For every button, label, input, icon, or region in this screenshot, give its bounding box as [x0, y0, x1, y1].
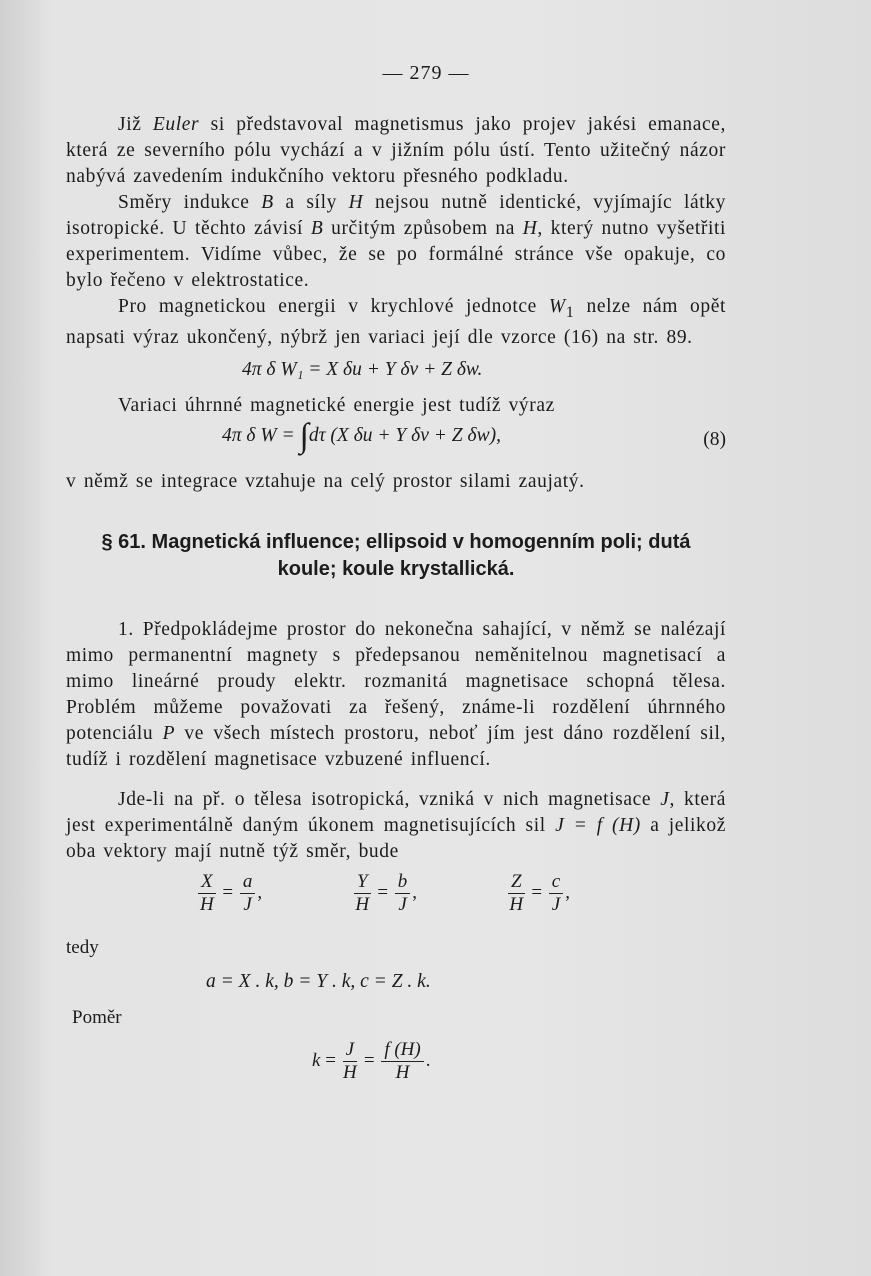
- equation-components: a = X . k, b = Y . k, c = Z . k.: [206, 970, 431, 992]
- ratio-equations: [66, 871, 726, 931]
- equation-k: [66, 1037, 726, 1093]
- integral-sign: ∫: [299, 417, 309, 455]
- pomer-row: [66, 1005, 726, 1031]
- equation-number: (8): [703, 428, 726, 450]
- equation-variation: 4π δ W₁ = X δu + Y δv + Z δw.: [242, 358, 483, 380]
- equation-8: 4π δ W = ∫dτ (X δu + Y δv + Z δw), (8): [222, 417, 726, 455]
- paragraph-6: 1. Předpokládejme prostor do nekonečna sahající, v němž se nalézají mimo permanentní magnety s předepsanou neměnitelnou magnetisací a mimo lineárné proudy elektr. rozmanitá magnetisace schopná tělesa. Problém můžeme považovati za řešený, známe-li rozdělení úhrnného potenciálu P ve všech místech prostoru, neboť jím jest dáno rozdělení sil, tudíž i rozdělení magnetisace vzbuzené influencí.: [66, 618, 726, 770]
- paragraph-5: v němž se integrace vztahuje na celý prostor silami zaujatý.: [66, 470, 585, 492]
- paragraph-4: Variaci úhrnné magnetické energie jest tudíž výraz: [118, 394, 555, 416]
- tedy-row: [66, 931, 726, 963]
- paragraph-3: Pro magnetickou energii v krychlové jednotce $W_1$ nelze nám opět napsati výraz ukončený, nýbrž jen variaci její dle vzorce (16) na str. 89.: [66, 296, 727, 348]
- text-column: [66, 60, 726, 1093]
- page-number: — 279 —: [382, 62, 470, 84]
- paragraph-7: Jde-li na př. o tělesa isotropická, vzniká v nich magnetisace J, která jest experimentálně daným úkonem magnetisujících sil J = f (H) a jelikož oba vektory mají nutně týž směr, bude: [66, 788, 727, 862]
- k-ratio: k = $\frac{J}{H}$ = $\frac{f (H)}{H}$ .: [312, 1038, 431, 1083]
- paragraph-2: Směry indukce B a síly H nejsou nutně identické, vyjímajíc látky isotropické. U těchto závisí B určitým způsobem na H, který nutno vyšetřiti experimentem. Vidíme vůbec, že se po formálné stránce vše opakuje, co bylo řečeno v elektrostatice.: [66, 192, 726, 291]
- paragraph-1: Již Euler si představoval magnetismus jako projev jakési emanace, která ze severního pólu vychází a v jižním pólu ústí. Tento užitečný názor nabývá zavedením indukčního vektoru přesného podkladu.: [66, 114, 727, 187]
- ratio-y: $\frac{Y}{H}$ = $\frac{b}{J}$ ,: [355, 870, 418, 915]
- ratio-z: $\frac{Z}{H}$ = $\frac{c}{J}$ ,: [509, 870, 570, 915]
- word-tedy: tedy: [66, 936, 99, 958]
- word-pomer: Poměr: [72, 1006, 122, 1028]
- section-heading: § 61. Magnetická influence; ellipsoid v homogenním poli; dutá koule; koule krystallická.: [101, 530, 691, 580]
- ratio-x: $\frac{X}{H}$ = $\frac{a}{J}$ ,: [199, 870, 263, 915]
